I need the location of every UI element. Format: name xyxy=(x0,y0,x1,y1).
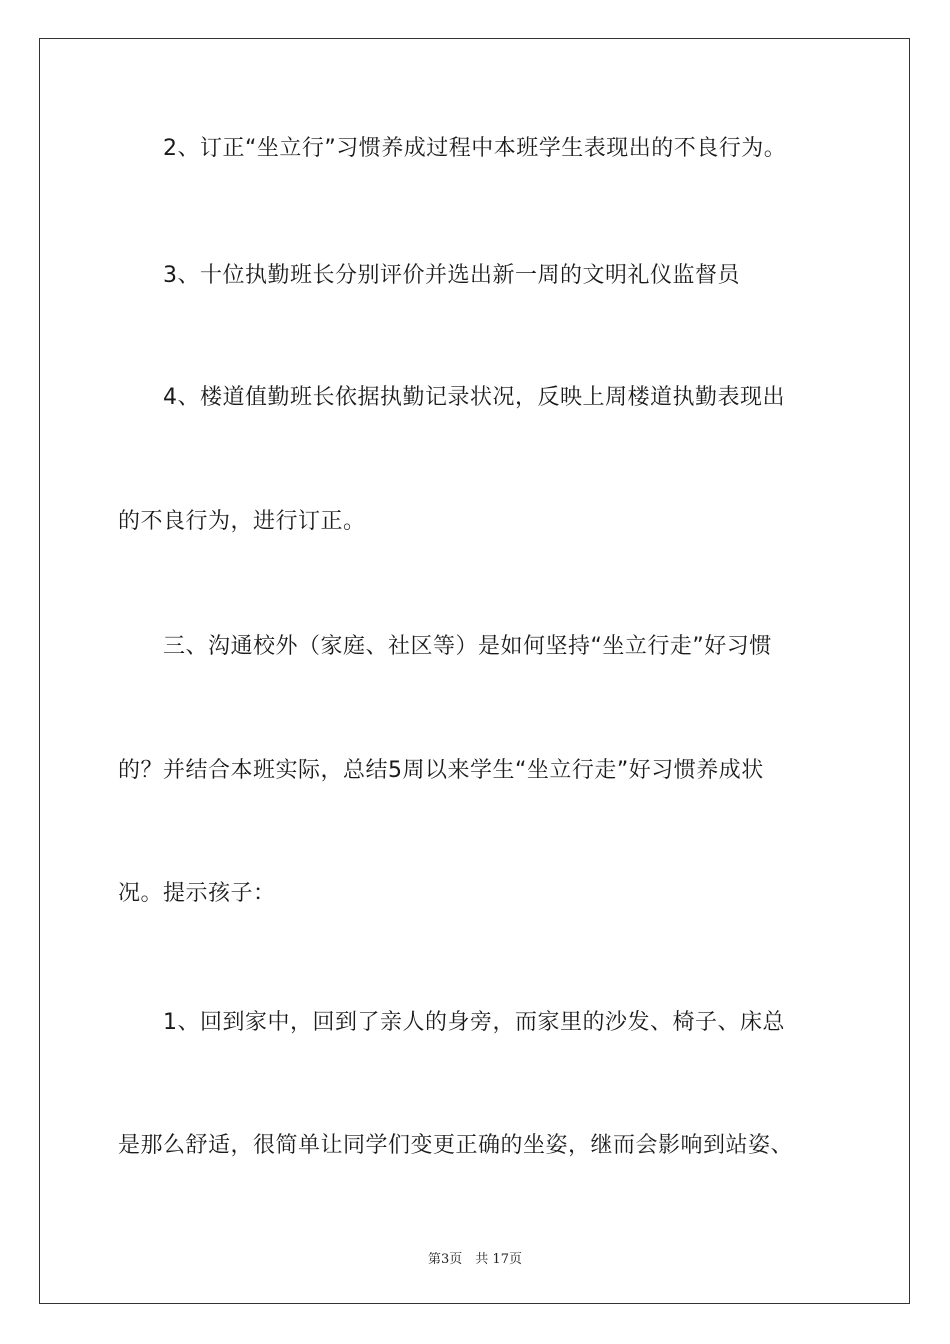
paragraph-line-6: 的？并结合本班实际，总结5周以来学生“坐立行走”好习惯养成状 xyxy=(118,758,764,783)
paragraph-line-7: 况。提示孩子： xyxy=(118,881,276,906)
page-border xyxy=(39,38,910,1304)
paragraph-line-1: 2、订正“坐立行”习惯养成过程中本班学生表现出的不良行为。 xyxy=(118,136,787,161)
paragraph-line-3: 4、楼道值勤班长依据执勤记录状况，反映上周楼道执勤表现出 xyxy=(118,385,785,410)
paragraph-line-5: 三、沟通校外（家庭、社区等）是如何坚持“坐立行走”好习惯 xyxy=(118,634,772,659)
paragraph-line-8: 1、回到家中，回到了亲人的身旁，而家里的沙发、椅子、床总 xyxy=(118,1010,785,1035)
paragraph-line-9: 是那么舒适，很简单让同学们变更正确的坐姿，继而会影响到站姿、 xyxy=(118,1133,794,1158)
paragraph-line-2: 3、十位执勤班长分别评价并选出新一周的文明礼仪监督员 xyxy=(118,263,740,288)
page-number-footer: 第3页 共 17页 xyxy=(428,1252,522,1267)
paragraph-line-4: 的不良行为，进行订正。 xyxy=(118,509,366,534)
